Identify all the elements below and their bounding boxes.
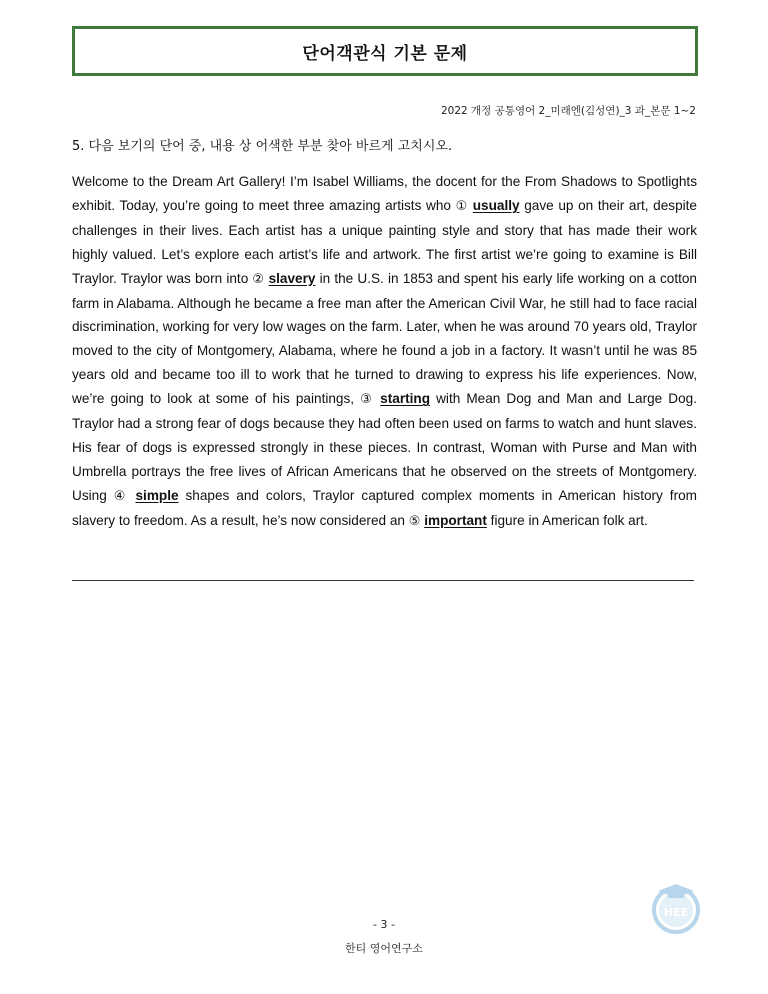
reading-passage xyxy=(72,170,697,534)
page-number: - 3 - xyxy=(373,918,395,931)
choice-number: ⑤ xyxy=(408,513,421,529)
organization-name: 한티 영어연구소 xyxy=(345,942,423,955)
choice-word-4: simple xyxy=(135,487,179,503)
passage-text: gave up on their art, despite challenges in their lives. Each artist has a unique painting style and story that has made their work highly valued. Let’s explore each artist’s life and artwork. The first artist we’re going to examine is Bill Traylor. Traylor was born into xyxy=(72,197,697,286)
choice-number: ③ xyxy=(360,392,375,408)
passage-text: in the U.S. in 1853 and spent his early life working on a cotton farm in Alabama. Although he became a free man after the American Civil War, he still had to face racial discrimination, working for very low wages on the farm. Later, when he was around 70 years old, Traylor moved to the city of Montgomery, Alabama, where he found a job in a factory. It wasn’t until he was 85 years old and became too ill to work that he turned to drawing to express his life experiences. Now, we’re going to look at some of his paintings, xyxy=(72,270,697,407)
choice-word-2: slavery xyxy=(268,270,316,286)
passage-text: Welcome to the Dream Art Gallery! I’m Isabel Williams, the docent for the From Shadows to Spotlights exhibit. Today, you’re going to meet three amazing artists who xyxy=(72,174,697,213)
passage-text: figure in American folk art. xyxy=(486,512,648,528)
choice-word-5: important xyxy=(424,512,487,528)
page-title: 단어객관식 기본 문제 xyxy=(72,26,698,76)
logo-text: HEE xyxy=(663,906,689,919)
choice-number: ① xyxy=(455,198,469,214)
choice-word-1: usually xyxy=(472,197,520,213)
source-reference: 2022 개정 공통영어 2_미래엔(김성연)_3 과_본문 1~2 xyxy=(440,105,696,117)
question-prompt: 5. 다음 보기의 단어 중, 내용 상 어색한 부분 찾아 바르게 고치시오. xyxy=(72,139,453,154)
choice-number: ② xyxy=(252,271,265,287)
passage-text: shapes and colors, Traylor captured complex moments in American history from slavery to freedom. As a result, he’s now considered an xyxy=(72,487,697,528)
choice-number: ④ xyxy=(113,488,129,504)
answer-line[interactable] xyxy=(72,580,694,581)
choice-word-3: starting xyxy=(380,391,431,407)
passage-text: with Mean Dog and Man and Large Dog. Traylor had a strong fear of dogs because they had often been used on farms to watch and hunt slaves. His fear of dogs is expressed strongly in these pieces. In contrast, Woman with Purse and Man with Umbrella portrays the free lives of African Americans that he observed on the streets of Montgomery. Using xyxy=(72,391,697,503)
